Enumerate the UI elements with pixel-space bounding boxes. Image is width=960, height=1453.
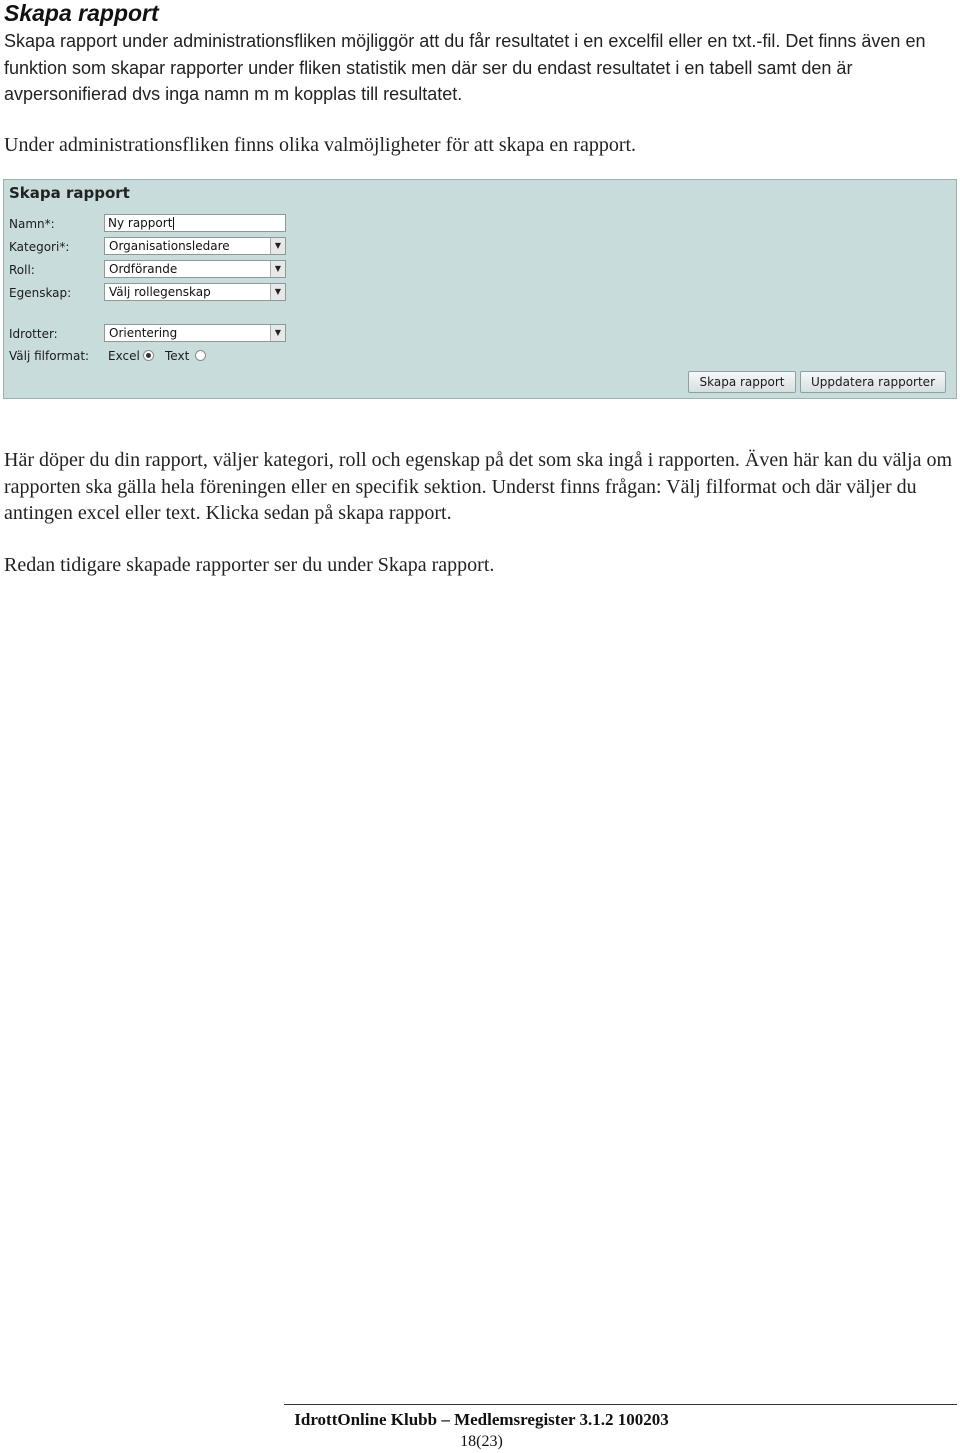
chevron-down-icon[interactable]: ▼ [270, 284, 285, 300]
filformat-label: Välj filformat: [9, 349, 90, 363]
chevron-down-icon[interactable]: ▼ [270, 325, 285, 341]
text-cursor [173, 217, 174, 230]
instructions-paragraph: Här döper du din rapport, väljer kategori, roll och egenskap på det som ska ingå i rapporten. Även här kan du välja om rapporten ska gälla hela föreningen eller en specifik sektion. Underst finns frågan: Välj filformat och där väljer du antingen excel eller text. Klicka sedan på skapa rapport. [4, 449, 953, 524]
roll-label: Roll: [9, 263, 35, 277]
kategori-value: Organisationsledare [109, 239, 230, 253]
text-radio[interactable] [195, 350, 206, 361]
egenskap-label: Egenskap: [9, 286, 72, 300]
chevron-down-icon[interactable]: ▼ [270, 261, 285, 277]
panel-title: Skapa rapport [9, 184, 130, 202]
previous-reports-paragraph: Redan tidigare skapade rapporter ser du under Skapa rapport. [4, 554, 495, 576]
footer-divider [284, 1404, 957, 1405]
excel-label: Excel [108, 349, 140, 363]
create-report-button[interactable]: Skapa rapport [688, 371, 796, 393]
kategori-select[interactable] [104, 237, 286, 255]
roll-select[interactable] [104, 260, 286, 278]
create-report-panel [3, 179, 957, 399]
egenskap-select[interactable] [104, 283, 286, 301]
report-name-input[interactable] [104, 214, 286, 232]
excel-radio[interactable] [143, 350, 154, 361]
idrotter-label: Idrotter: [9, 327, 58, 341]
idrotter-value: Orientering [109, 326, 178, 340]
page-number: 18(23) [460, 1433, 503, 1450]
footer-title: IdrottOnline Klubb – Medlemsregister 3.1.2 100203 [294, 1410, 669, 1429]
intro-paragraph: Skapa rapport under administrationsfliken möjliggör att du får resultatet i en excelfil eller en txt.-fil. Det finns även en funktion som skapar rapporter under fliken statistik men där ser du endast resultatet i en tabell samt den är avpersonifierad dvs inga namn m m kopplas till resultatet. [4, 31, 926, 104]
chevron-down-icon[interactable]: ▼ [270, 238, 285, 254]
idrotter-select[interactable] [104, 324, 286, 342]
egenskap-value: Välj rollegenskap [109, 285, 211, 299]
text-label: Text [165, 349, 190, 363]
page-heading: Skapa rapport [4, 0, 159, 26]
name-label: Namn*: [9, 217, 55, 231]
update-reports-button[interactable]: Uppdatera rapporter [800, 371, 946, 393]
admin-tab-paragraph: Under administrationsfliken finns olika valmöjligheter för att skapa en rapport. [4, 134, 637, 156]
kategori-label: Kategori*: [9, 240, 70, 254]
roll-value: Ordförande [109, 262, 178, 276]
report-name-value: Ny rapport [108, 216, 173, 230]
